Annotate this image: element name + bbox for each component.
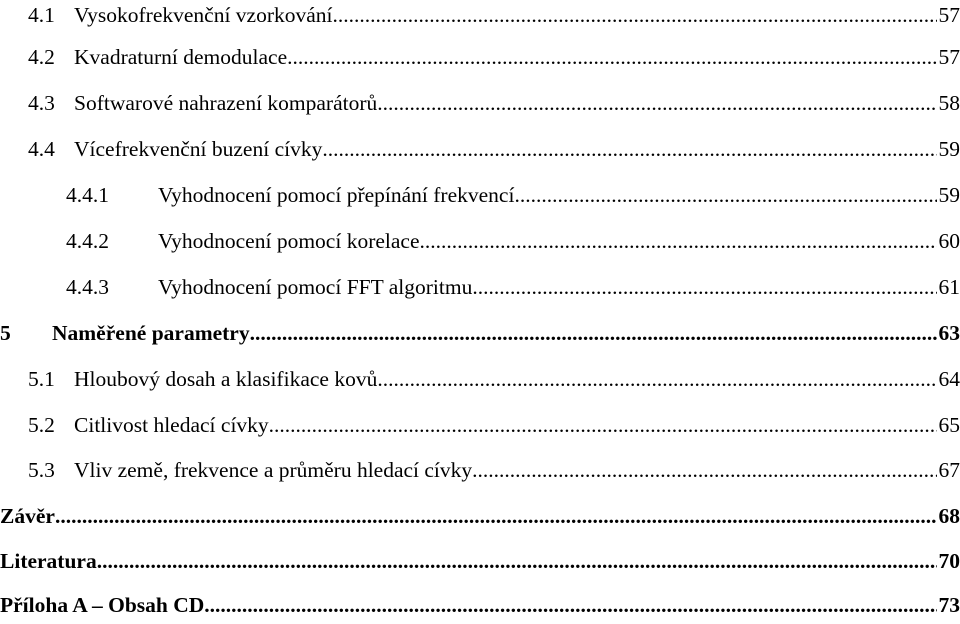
toc-entry-number: 4.2 (28, 42, 74, 72)
toc-dot-leader (420, 226, 937, 256)
toc-entry-page: 58 (937, 88, 960, 118)
toc-entry-title: Vyhodnocení pomocí korelace (158, 226, 420, 256)
toc-entry-title: Závěr (0, 501, 55, 531)
toc-entry-page: 60 (937, 226, 960, 256)
toc-entry-title: Vyhodnocení pomocí FFT algoritmu (158, 272, 472, 302)
toc-entry-number: 4.4.3 (66, 272, 158, 302)
toc-dot-leader (97, 546, 937, 576)
toc-entry[interactable] (0, 134, 960, 168)
toc-entry[interactable] (0, 455, 960, 489)
toc-entry[interactable] (0, 42, 960, 76)
toc-entry-number: 4.3 (28, 88, 74, 118)
toc-dot-leader (322, 134, 936, 164)
toc-entry-page: 68 (937, 501, 960, 531)
toc-entry-title: Kvadraturní demodulace (74, 42, 287, 72)
toc-entry-number: 4.4 (28, 134, 74, 164)
toc-entry-page: 63 (937, 318, 960, 348)
toc-entry-page: 61 (937, 272, 960, 302)
toc-entry[interactable] (0, 410, 960, 444)
toc-entry-page: 67 (937, 455, 960, 485)
toc-entry-title: Naměřené parametry (52, 318, 250, 348)
toc-entry-title: Softwarové nahrazení komparátorů (74, 88, 377, 118)
toc-entry-page: 59 (937, 134, 960, 164)
toc-entry-title: Vyhodnocení pomocí přepínání frekvencí (158, 180, 514, 210)
toc-dot-leader (472, 272, 936, 302)
toc-entry-page: 73 (937, 590, 960, 620)
toc-entry-page: 65 (937, 410, 960, 440)
toc-entry-title: Citlivost hledací cívky (74, 410, 269, 440)
toc-entry[interactable] (0, 364, 960, 398)
toc-entry[interactable] (0, 318, 960, 352)
toc-dot-leader (287, 42, 936, 72)
toc-dot-leader (377, 88, 936, 118)
toc-entry[interactable] (0, 180, 960, 214)
toc-entry-title: Vysokofrekvenční vzorkování (74, 0, 333, 30)
toc-entry-number: 5.1 (28, 364, 74, 394)
toc-entry-number: 5 (0, 318, 52, 348)
toc-entry[interactable] (0, 590, 960, 624)
toc-entry[interactable] (0, 88, 960, 122)
toc-entry[interactable] (0, 272, 960, 306)
toc-entry-number: 5.3 (28, 455, 74, 485)
toc-entry-page: 70 (937, 546, 960, 576)
toc-entry-title: Vícefrekvenční buzení cívky (74, 134, 322, 164)
toc-dot-leader (269, 410, 937, 440)
toc-entry-number: 4.1 (28, 0, 74, 30)
toc-entry-number: 5.2 (28, 410, 74, 440)
toc-entry-page: 59 (937, 180, 960, 210)
toc-entry-page: 57 (937, 0, 960, 30)
toc-dot-leader (333, 0, 937, 30)
toc-entry-page: 57 (937, 42, 960, 72)
toc-entry[interactable] (0, 226, 960, 260)
toc-entry-title: Příloha A – Obsah CD (0, 590, 204, 620)
toc-entry-title: Literatura (0, 546, 97, 576)
toc-entry-title: Vliv země, frekvence a průměru hledací cívky (74, 455, 472, 485)
toc-entry-page: 64 (937, 364, 960, 394)
toc-dot-leader (250, 318, 937, 348)
toc-dot-leader (55, 501, 937, 531)
toc-entry[interactable] (0, 546, 960, 580)
toc-dot-leader (514, 180, 936, 210)
toc-dot-leader (377, 364, 936, 394)
toc-entry-number: 4.4.1 (66, 180, 158, 210)
toc-entry[interactable] (0, 501, 960, 535)
toc-entry-title: Hloubový dosah a klasifikace kovů (74, 364, 377, 394)
toc-entry[interactable] (0, 0, 960, 34)
toc-dot-leader (472, 455, 936, 485)
toc-entry-number: 4.4.2 (66, 226, 158, 256)
